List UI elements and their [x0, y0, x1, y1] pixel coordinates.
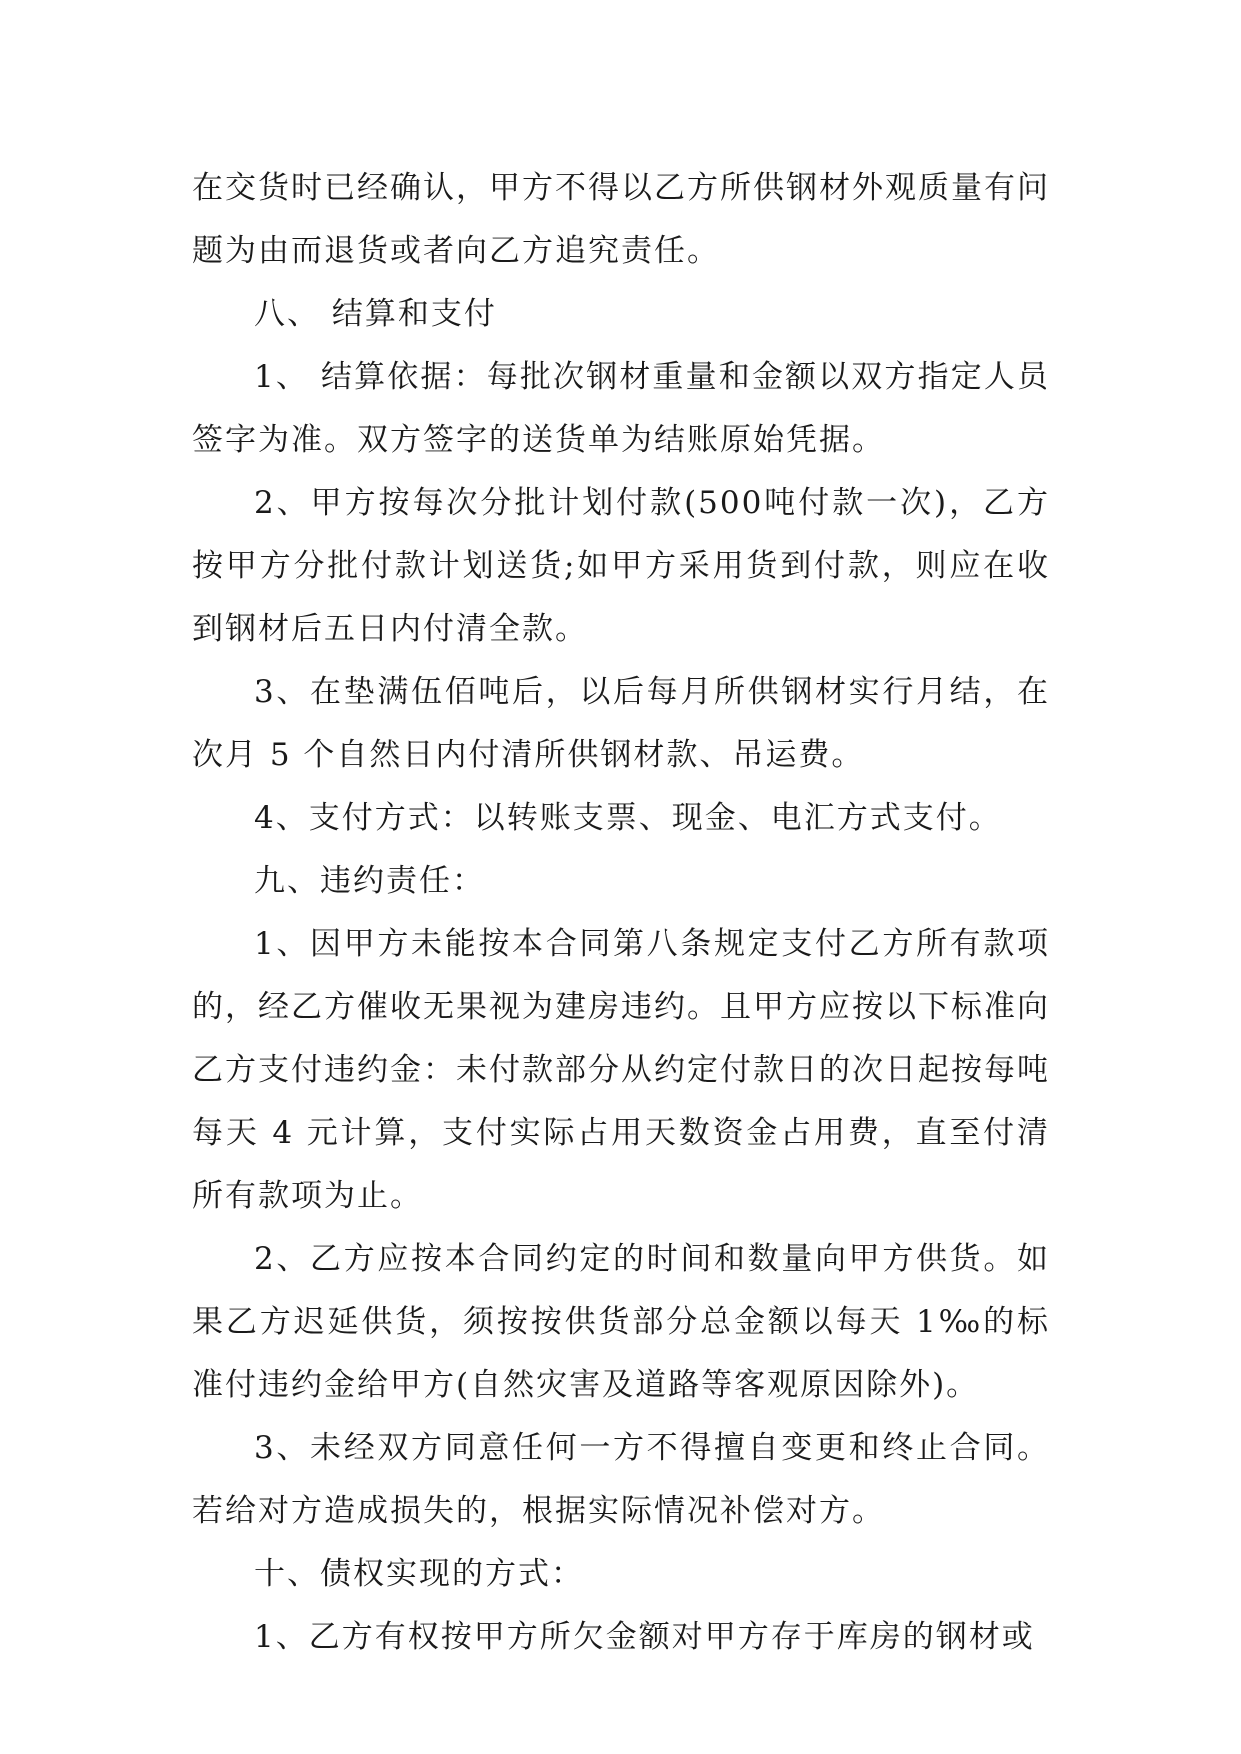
- clause-party-a-default: 1、因甲方未能按本合同第八条规定支付乙方所有款项的，经乙方催收无果视为建房违约。且甲方应按以下标准向乙方支付违约金：未付款部分从约定付款日的次日起按每吨每天 4 元计算，支付实际占用天数资金占用费，直至付清所有款项为止。: [192, 926, 1050, 1214]
- section-heading-settlement: 八、 结算和支付: [254, 296, 497, 332]
- paragraph-continuation: 在交货时已经确认，甲方不得以乙方所供钢材外观质量有问题为由而退货或者向乙方追究责任。: [192, 170, 1050, 269]
- clause-settlement-basis: 1、 结算依据：每批次钢材重量和金额以双方指定人员签字为准。双方签字的送货单为结账原始凭据。: [192, 359, 1050, 458]
- clause-no-unilateral-change: 3、未经双方同意任何一方不得擅自变更和终止合同。若给对方造成损失的，根据实际情况补偿对方。: [192, 1430, 1050, 1529]
- document-page: [192, 157, 1050, 1669]
- clause-debt-realization: 1、乙方有权按甲方所欠金额对甲方存于库房的钢材或: [254, 1619, 1035, 1655]
- clause-payment-plan: 2、甲方按每次分批计划付款(500吨付款一次)，乙方按甲方分批付款计划送货;如甲方采用货到付款，则应在收到钢材后五日内付清全款。: [192, 485, 1050, 647]
- section-heading-liability: 九、违约责任：: [254, 863, 485, 899]
- section-heading-debt-realization: 十、债权实现的方式：: [254, 1556, 584, 1592]
- clause-party-b-delay: 2、乙方应按本合同约定的时间和数量向甲方供货。如果乙方迟延供货，须按按供货部分总金额以每天 1‰的标准付违约金给甲方(自然灾害及道路等客观原因除外)。: [192, 1241, 1050, 1403]
- clause-payment-method: 4、支付方式：以转账支票、现金、电汇方式支付。: [254, 800, 1002, 836]
- clause-monthly-settlement: 3、在垫满伍佰吨后，以后每月所供钢材实行月结，在次月 5 个自然日内付清所供钢材款、吊运费。: [192, 674, 1050, 773]
